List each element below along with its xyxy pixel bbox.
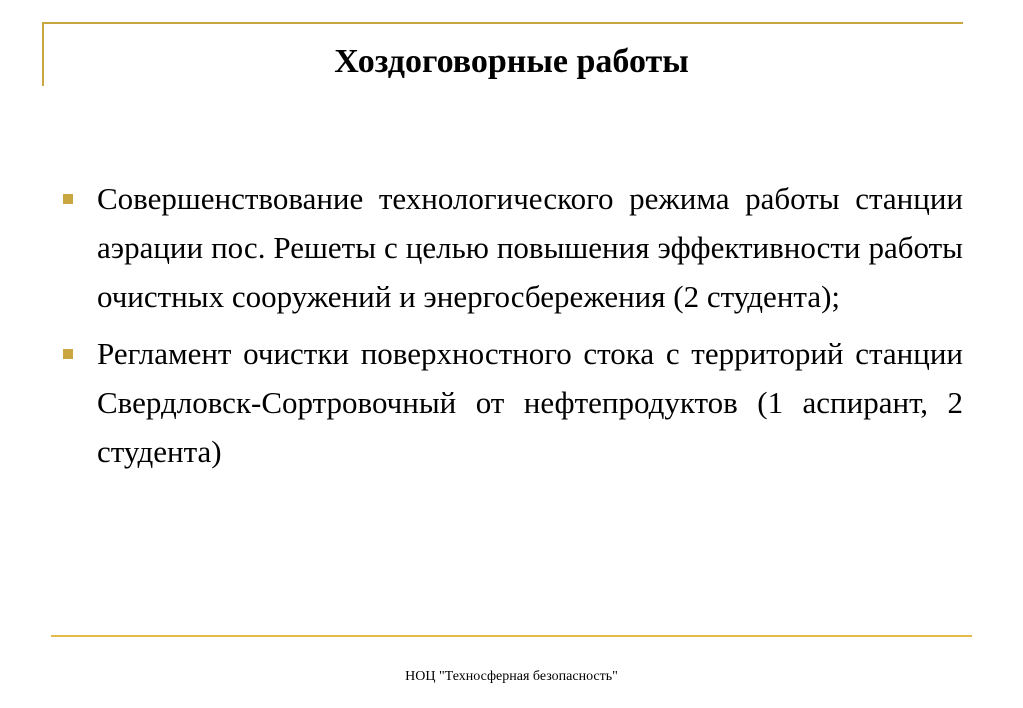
- list-item: [60, 329, 963, 476]
- top-border-line: [42, 22, 963, 24]
- slide-title: Хоздоговорные работы: [334, 43, 689, 80]
- list-item: [60, 174, 963, 321]
- square-bullet-icon: [63, 349, 73, 359]
- footer-text: НОЦ "Техносферная безопасность": [405, 669, 618, 684]
- bullet-text: Регламент очистки поверхностного стока с территорий станции Свердловск-Сортровочный от нефтепродуктов (1 аспирант, 2 студента): [97, 336, 963, 469]
- footer-divider-line: [51, 635, 972, 637]
- bullet-list: [60, 174, 963, 484]
- bullet-text: Совершенствование технологического режима работы станции аэрации пос. Решеты с целью повышения эффективности работы очистных сооружений и энергосбережения (2 студента);: [97, 181, 963, 314]
- square-bullet-icon: [63, 194, 73, 204]
